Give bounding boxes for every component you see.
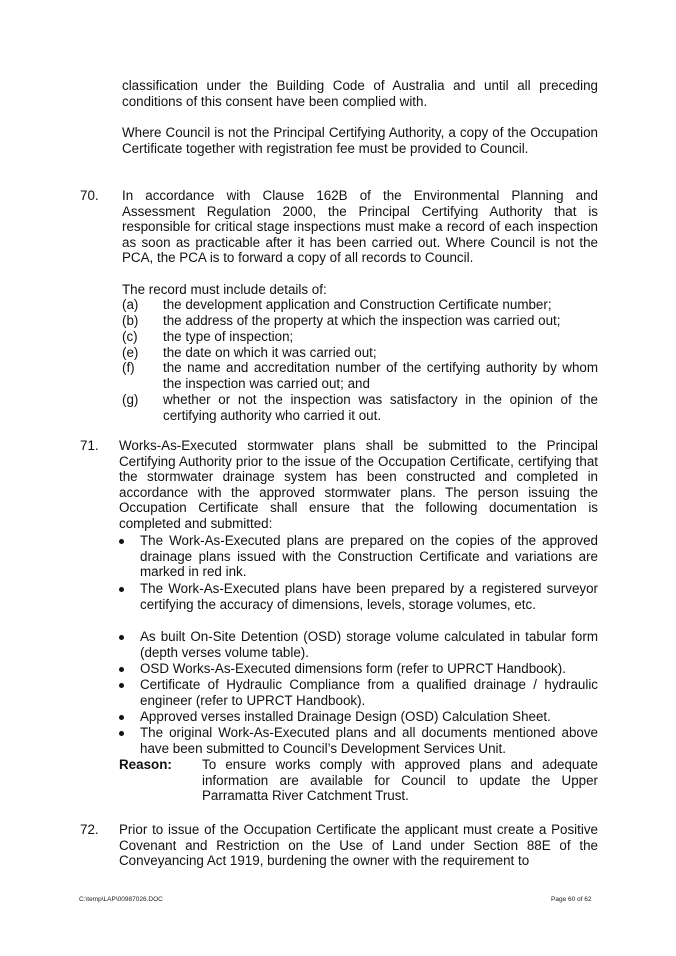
bullet-item-1 [119,533,598,581]
condition-72-text: Prior to issue of the Occupation Certificate the applicant must create a Positive Covenant and Restriction on the Use of Land under Section 88E of the Conveyancing Act 1919, burdening the owner with the requirement to [119,822,598,869]
list-item-f [122,360,598,392]
bullet-item-7 [119,725,598,757]
list-label: (e) [122,345,139,360]
bullet-text: The Work-As-Executed plans are prepared on the copies of the approved drainage plans issued with the Construction Certificate and variations are marked in red ink. [140,533,598,580]
list-text: the development application and Construction Certificate number; [163,297,552,312]
list-label: (f) [122,360,135,375]
list-item-g [122,392,598,424]
bullet-text: The Work-As-Executed plans have been prepared by a registered surveyor certifying the accuracy of dimensions, levels, storage volumes, etc. [140,581,598,612]
footer-file-path: C:\temp\LAP\00987026.DOC [79,896,163,903]
bullet-text: Approved verses installed Drainage Design (OSD) Calculation Sheet. [140,709,551,724]
reason-row [119,757,598,805]
list-text: whether or not the inspection was satisfactory in the opinion of the certifying authority who carried it out. [163,392,598,423]
bullet-text: As built On-Site Detention (OSD) storage volume calculated in tabular form (depth verses volume table). [140,629,598,660]
reason-label: Reason: [119,757,172,772]
list-item-b [122,313,598,329]
list-item-a [122,297,598,313]
condition-number-71: 71. [80,438,99,453]
carryover-paragraph-2: Where Council is not the Principal Certifying Authority, a copy of the Occupation Certificate together with registration fee must be provided to Council. [122,125,598,156]
reason-text: To ensure works comply with approved plans and adequate information are available for Council to update the Upper Parramatta River Catchment Trust. [202,757,598,804]
condition-number-72: 72. [80,822,99,837]
bullet-item-2 [119,581,598,629]
condition-number-70: 70. [80,188,99,203]
list-label: (a) [122,297,139,312]
condition-70-intro: The record must include details of: [122,282,327,297]
bullet-text: The original Work-As-Executed plans and all documents mentioned above have been submitted to Council’s Development Services Unit. [140,725,598,756]
bullet-text: OSD Works-As-Executed dimensions form (refer to UPRCT Handbook). [140,661,566,676]
bullet-item-3 [119,629,598,661]
bullet-item-6 [119,709,598,725]
bullet-item-5 [119,677,598,709]
condition-70-text: In accordance with Clause 162B of the Environmental Planning and Assessment Regulation 2000, the Principal Certifying Authority that is responsible for critical stage inspections must make a record of each inspection as soon as practicable after it has been carried out. Where Council is not the PCA, the PCA is to forward a copy of all records to Council. [122,188,598,266]
list-text: the type of inspection; [163,329,294,344]
bullet-text: Certificate of Hydraulic Compliance from a qualified drainage / hydraulic engineer (refer to UPRCT Handbook). [140,677,598,708]
condition-71-text: Works-As-Executed stormwater plans shall be submitted to the Principal Certifying Authority prior to the issue of the Occupation Certificate, certifying that the stormwater drainage system has been constructed and completed in accordance with the approved stormwater plans. The person issuing the Occupation Certificate shall ensure that the following documentation is completed and submitted: [119,438,598,531]
bullet-item-4 [119,661,598,677]
list-text: the date on which it was carried out; [163,345,377,360]
list-label: (c) [122,329,138,344]
list-text: the address of the property at which the inspection was carried out; [163,313,561,328]
footer-page-number: Page 60 of 62 [551,896,592,903]
list-label: (b) [122,313,139,328]
list-text: the name and accreditation number of the certifying authority by whom the inspection was carried out; and [163,360,598,391]
list-label: (g) [122,392,139,407]
carryover-paragraph-1: classification under the Building Code of Australia and until all preceding conditions of this consent have been complied with. [122,78,598,109]
list-item-e [122,345,598,361]
list-item-c [122,329,598,345]
